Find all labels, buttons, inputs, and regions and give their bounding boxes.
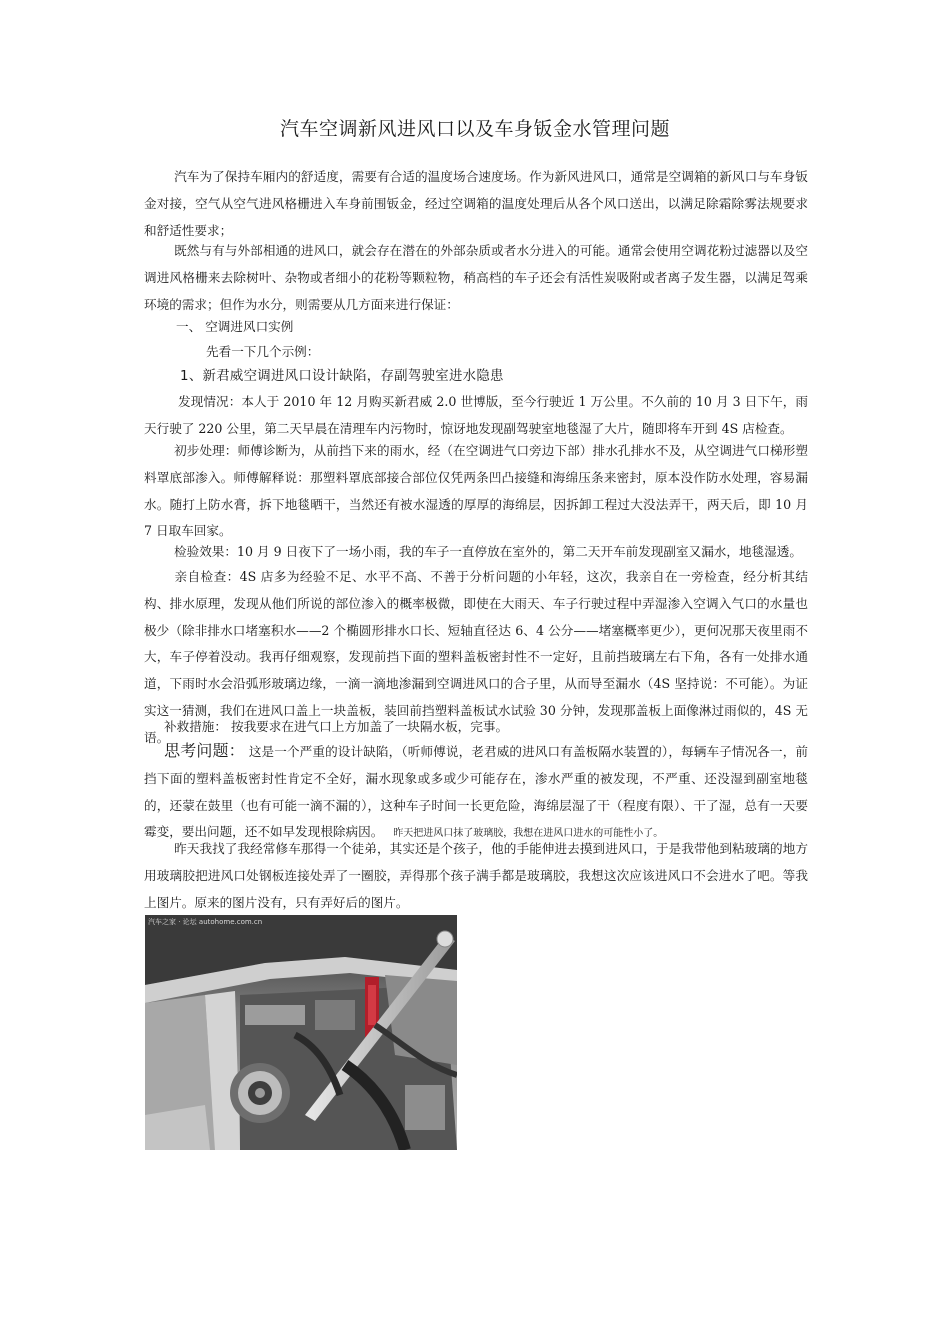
paragraph-intro bbox=[144, 164, 808, 244]
paragraph-initial-fix-text: 初步处理：师傅诊断为，从前挡下来的雨水，经（在空调进气口旁边下部）排水孔排水不及，从空调进气口梯形塑料罩底部渗入。师傅解释说：那塑料罩底部接合部位仅凭两条凹凸接缝和海绵压条来密封，原本没作防水处理，容易漏水。随打上防水膏，拆下地毯晒干，当然还有被水湿透的厚厚的海绵层，因拆卸工程过大没法弄干，两天后，即 10 月 7 日取车回家。 bbox=[144, 443, 808, 539]
section-heading-1: 一、 空调进风口实例 bbox=[176, 319, 294, 334]
paragraph-remedy bbox=[144, 714, 808, 741]
paragraph-verification-text: 检验效果：10 月 9 日夜下了一场小雨，我的车子一直停放在室外的，第二天开车前发现副室又漏水，地毯湿透。 bbox=[174, 544, 802, 559]
examples-lead: 先看一下几个示例： bbox=[206, 344, 320, 359]
paragraph-reflection bbox=[144, 738, 808, 848]
paragraph-initial-fix bbox=[144, 438, 808, 545]
photo-watermark: 汽车之家 · 论坛 autohome.com.cn bbox=[148, 918, 263, 926]
paragraph-ventilation bbox=[144, 238, 808, 318]
paragraph-discovery bbox=[144, 389, 808, 443]
reflection-lead: 思考问题： bbox=[164, 741, 245, 760]
paragraph-reflection-text: 这是一个严重的设计缺陷，（听师傅说，老君威的进风口有盖板隔水装置的），每辆车子情况各一，前挡下面的塑料盖板密封性肯定不全好，漏水现象或多或少可能存在，渗水严重的被发现，不严重、还没湿到副室地毯的，还蒙在鼓里（也有可能一滴不漏的），这种车子时间一长更危险，海绵层湿了干（程度有限）、干了湿，总有一天要霉变，要出问题，还不如早发现根除病因。 bbox=[144, 744, 808, 840]
paragraph-followup bbox=[144, 836, 808, 916]
paragraph-discovery-text: 发现情况：本人于 2010 年 12 月购买新君威 2.0 世博版，至今行驶近 1 万公里。不久前的 10 月 3 日下午，雨天行驶了 220 公里，第二天早晨在清理车内污物时，惊讶地发现副驾驶室地毯湿了大片，随即将车开到 4S 店检查。 bbox=[144, 394, 808, 436]
paragraph-ventilation-text: 既然与有与外部相通的进风口，就会存在潜在的外部杂质或者水分进入的可能。通常会使用空调花粉过滤器以及空调进风格栅来去除树叶、杂物或者细小的花粉等颗粒物，稍高档的车子还会有活性炭吸附或者离子发生器，以满足驾乘环境的需求；但作为水分，则需要从几方面来进行保证： bbox=[144, 243, 808, 312]
document-title: 汽车空调新风进风口以及车身钣金水管理问题 bbox=[279, 118, 670, 140]
engine-bay-photo bbox=[145, 915, 457, 1150]
paragraph-remedy-text: 补救措施： 按我要求在进气口上方加盖了一块隔水板，完事。 bbox=[164, 719, 509, 734]
paragraph-intro-text: 汽车为了保持车厢内的舒适度，需要有合适的温度场合速度场。作为新风进风口，通常是空调箱的新风口与车身钣金对接，空气从空气进风格栅进入车身前围钣金，经过空调箱的温度处理后从各个风口送出，以满足除霜除雾法规要求和舒适性要求； bbox=[144, 169, 808, 238]
engine-bay-illustration bbox=[145, 915, 457, 1150]
paragraph-followup-text: 昨天我找了我经常修车那得一个徒弟，其实还是个孩子，他的手能伸进去摸到进风口，于是我带他到粘玻璃的地方用玻璃胶把进风口处钢板连接处弄了一圈胶，弄得那个孩子满手都是玻璃胶，我想这次应该进风口不会进水了吧。等我上图片。原来的图片没有，只有弄好后的图片。 bbox=[144, 841, 808, 910]
paragraph-verification bbox=[144, 539, 808, 566]
paragraph-self-check-text: 亲自检查：4S 店多为经验不足、水平不高、不善于分析问题的小年轻，这次，我亲自在一旁检查，经分析其结构、排水原理，发现从他们所说的部位渗入的概率极微，即使在大雨天、车子行驶过程中弄湿渗入空调入气口的水量也极少（除非排水口堵塞积水——2 个椭圆形排水口长、短轴直径达 6、4 公分——堵塞概率更少），更何况那天夜里雨不大，车子停着没动。我再仔细观察，发现前挡下面的塑料盖板密封性不一定好，且前挡玻璃左右下角，各有一处排水通道，下雨时水会沿弧形玻璃边缘，一滴一滴地渗漏到空调进风口的合子里，从而导至漏水（4S 坚持说：不可能）。为证实这一猜测，我们在进风口盖上一块盖板，装回前挡塑料盖板试水试验 30 分钟，发现那盖板上面像淋过雨似的，4S 无语。 bbox=[144, 569, 808, 745]
subheading-case-1: 1、新君威空调进风口设计缺陷，存副驾驶室进水隐患 bbox=[180, 369, 504, 384]
reflection-note: 昨天把进风口抹了玻璃胶，我想在进风口进水的可能性小了。 bbox=[393, 828, 664, 840]
